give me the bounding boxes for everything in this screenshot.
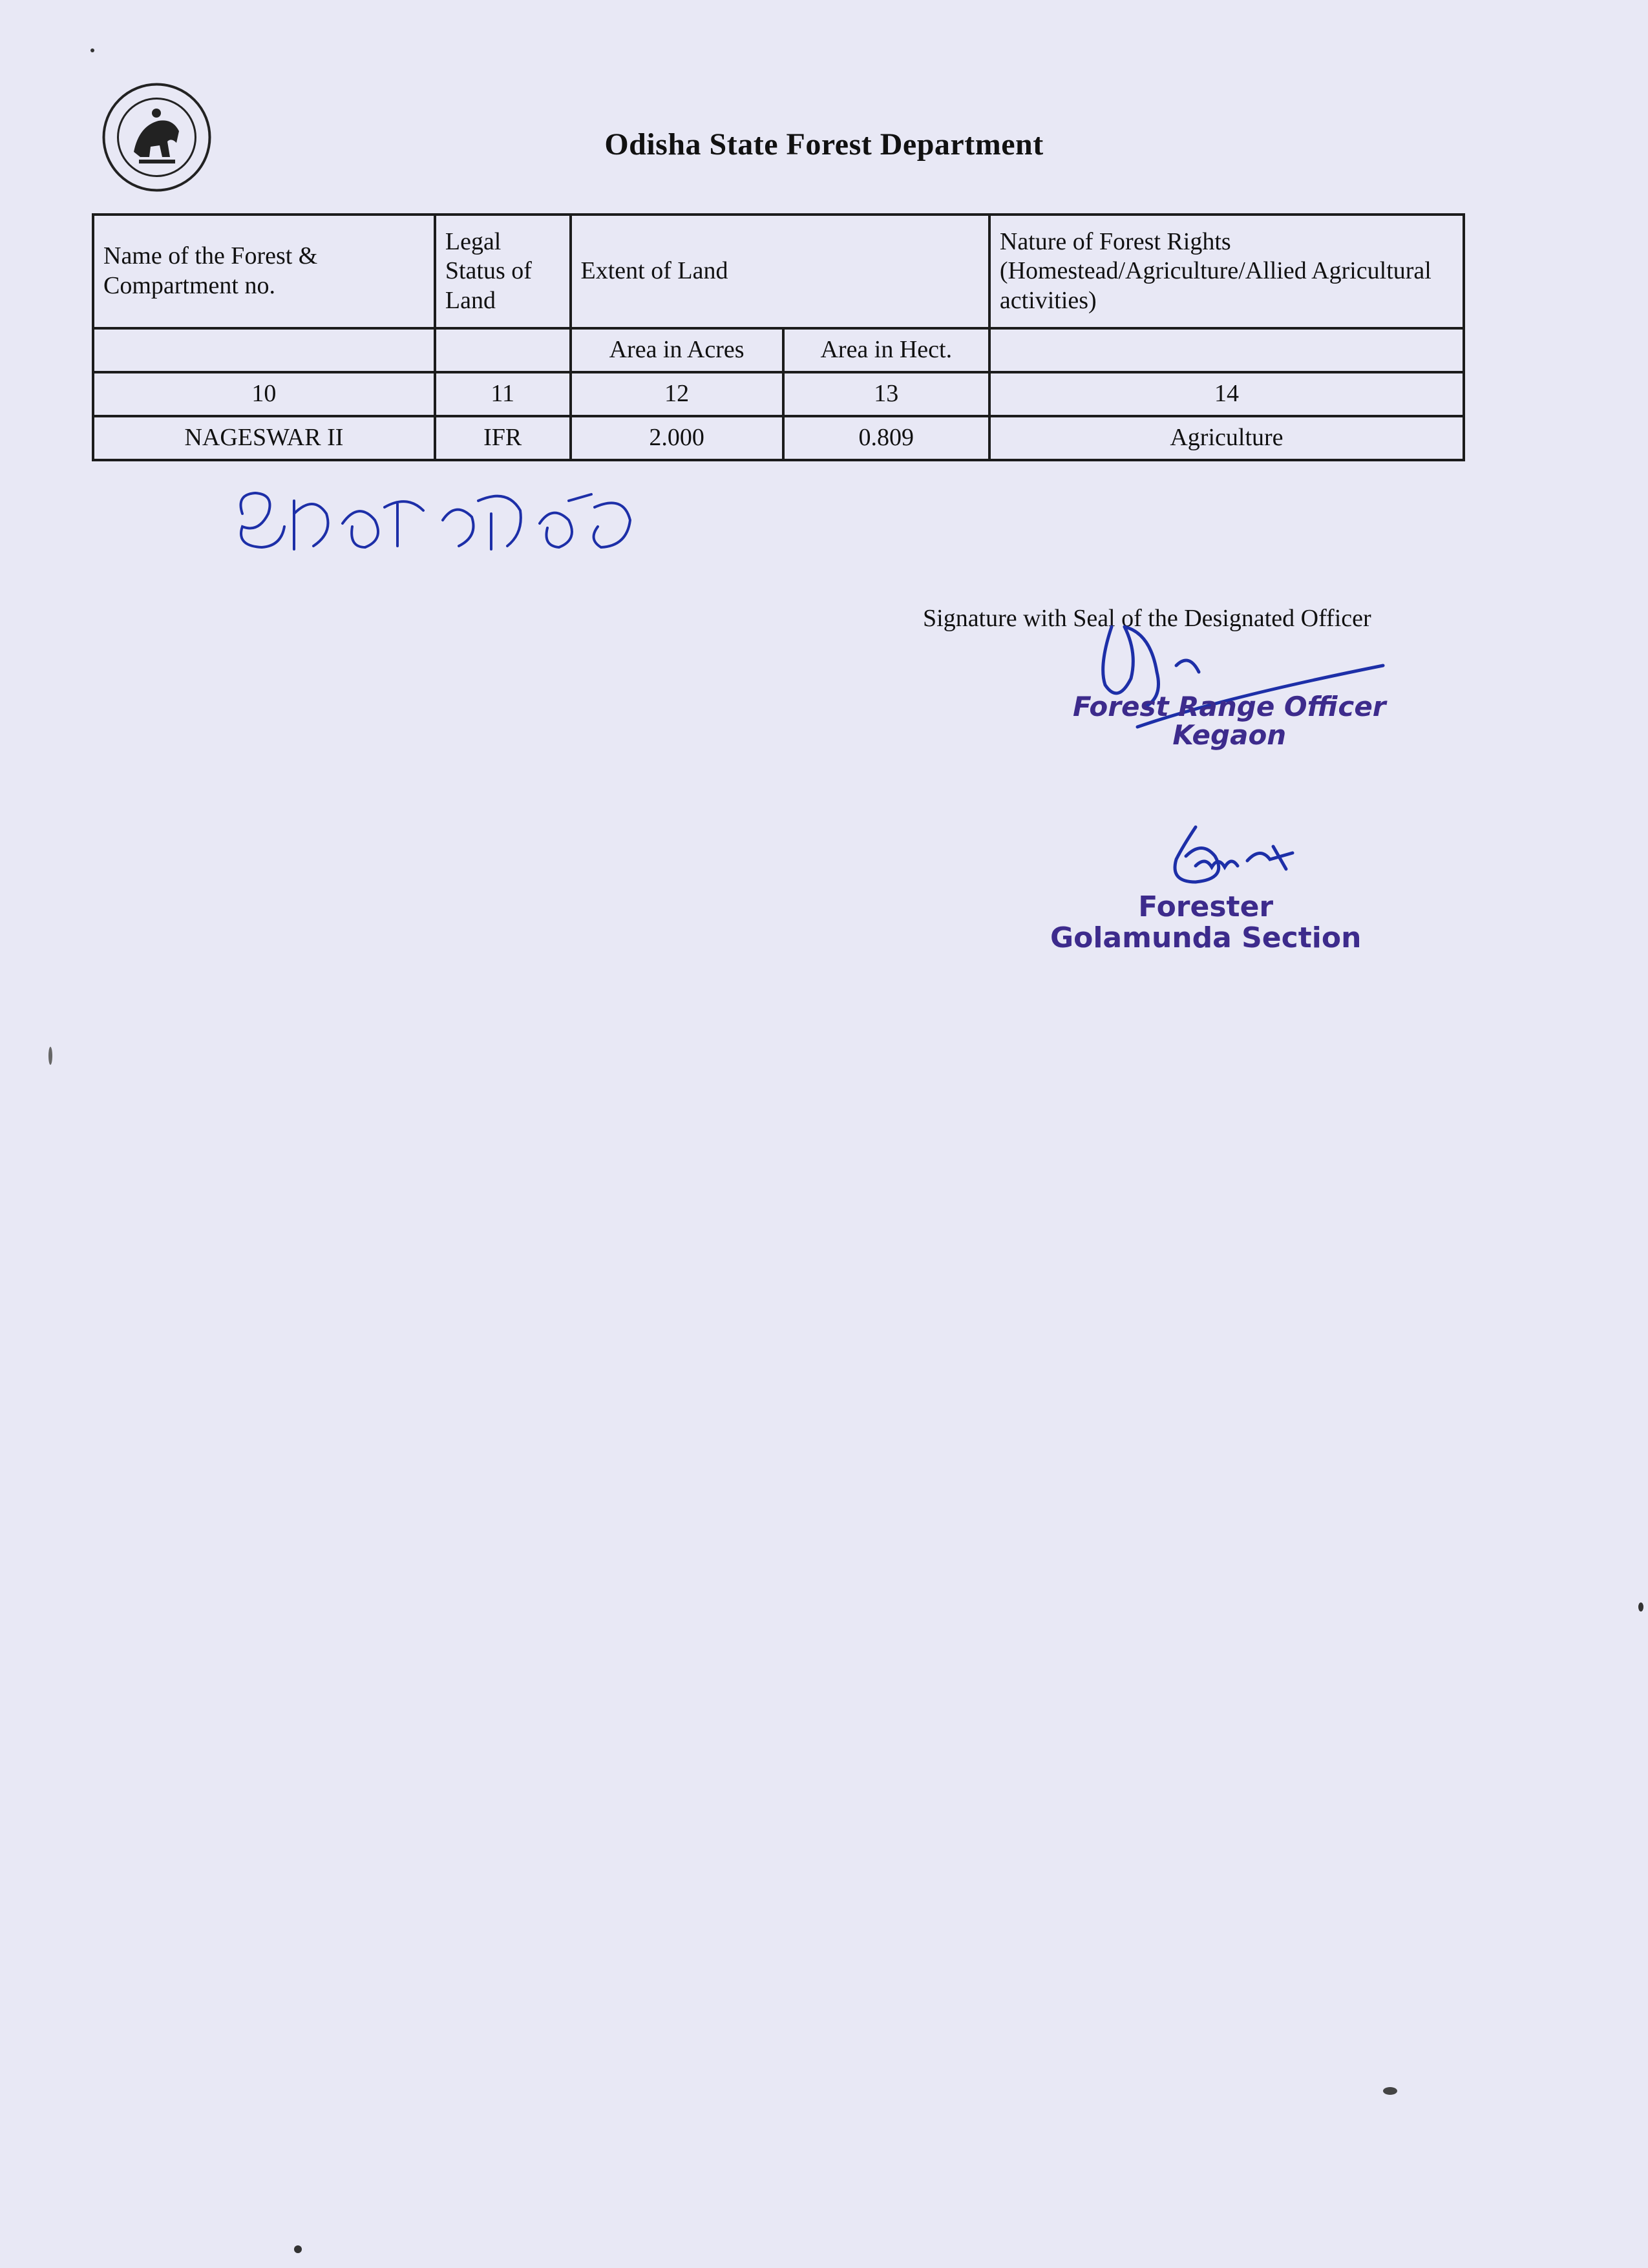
- header-nature-of-rights: Nature of Forest Rights (Homestead/Agriculture/Allied Agricultural activities): [989, 215, 1464, 328]
- cell-nature: Agriculture: [989, 416, 1464, 460]
- stamp-line: Forester: [1138, 890, 1274, 923]
- empty-cell: [435, 328, 571, 372]
- forester-signature: [1157, 821, 1325, 898]
- signature-caption: Signature with Seal of the Designated Officer: [923, 605, 1371, 632]
- handwritten-note: [229, 475, 643, 572]
- scan-speck: [1383, 2087, 1397, 2095]
- header-area-acres: Area in Acres: [571, 328, 783, 372]
- header-extent-of-land: Extent of Land: [571, 215, 989, 328]
- stamp-line: Forest Range Officer: [1073, 691, 1386, 722]
- cell-area-acres: 2.000: [571, 416, 783, 460]
- scan-speck: [90, 48, 94, 52]
- cell-legal-status: IFR: [435, 416, 571, 460]
- range-officer-stamp: [1073, 693, 1386, 750]
- forester-stamp: [1050, 892, 1361, 954]
- empty-cell: [93, 328, 435, 372]
- column-number: 10: [93, 372, 435, 416]
- department-title: Odisha State Forest Department: [604, 127, 1044, 162]
- cell-area-hect: 0.809: [783, 416, 989, 460]
- forest-rights-table: [92, 213, 1465, 461]
- stamp-line: Kegaon: [1172, 719, 1287, 751]
- cell-forest-name: NAGESWAR II: [93, 416, 435, 460]
- header-forest-name: Name of the Forest & Compartment no.: [93, 215, 435, 328]
- empty-cell: [989, 328, 1464, 372]
- scan-speck: [1638, 1602, 1643, 1612]
- column-number: 12: [571, 372, 783, 416]
- column-number: 14: [989, 372, 1464, 416]
- scan-speck: [294, 2245, 302, 2253]
- header-legal-status: Legal Status of Land: [435, 215, 571, 328]
- header-area-hect: Area in Hect.: [783, 328, 989, 372]
- scan-speck: [48, 1047, 52, 1065]
- column-number: 13: [783, 372, 989, 416]
- stamp-line: Golamunda Section: [1050, 921, 1362, 955]
- column-number: 11: [435, 372, 571, 416]
